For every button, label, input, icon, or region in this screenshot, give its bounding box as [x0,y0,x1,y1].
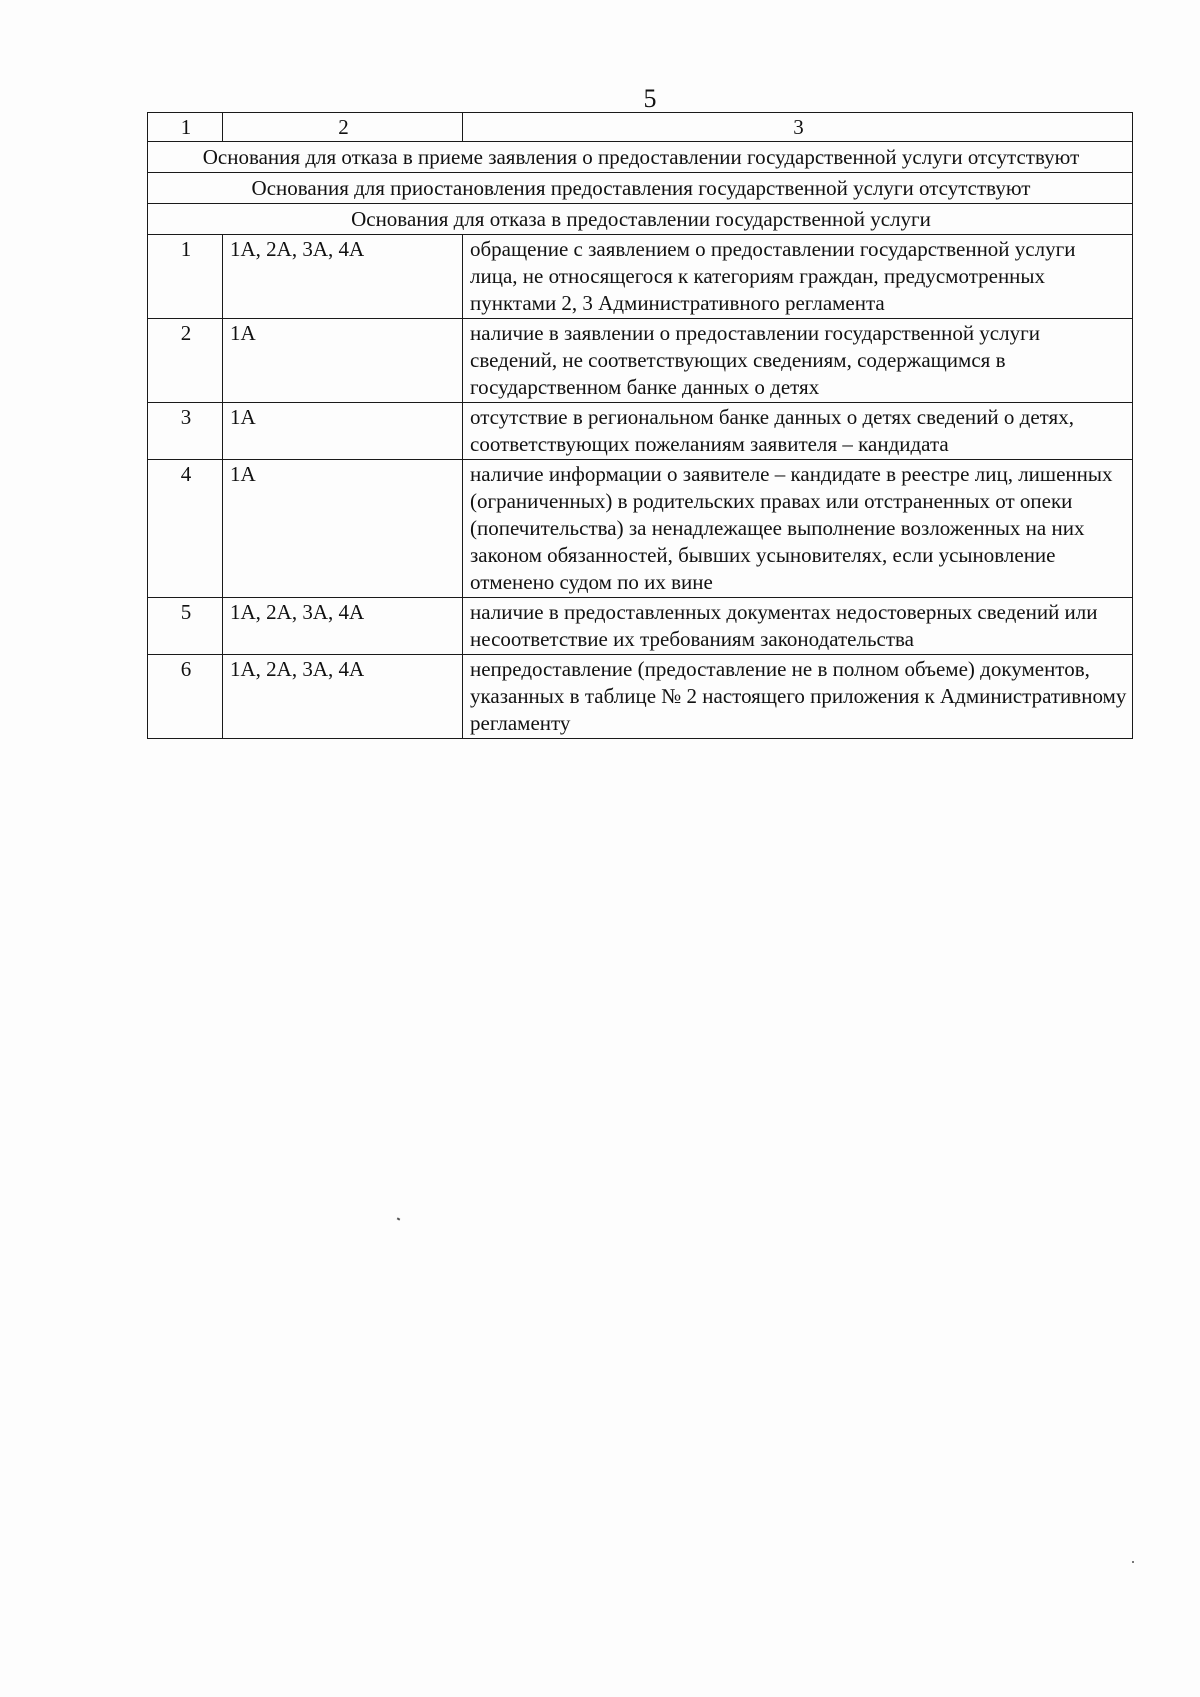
row-description: отсутствие в региональном банке данных о детях сведений о детях, соответствующих пожеланиям заявителя – кандидата [463,403,1133,460]
section-refusal-provision: Основания для отказа в предоставлении государственной услуги [148,204,1133,235]
scan-speck [1132,1561,1134,1563]
table-row [148,319,1133,403]
row-number: 2 [148,319,223,403]
row-codes: 1А, 2А, 3А, 4А [223,598,463,655]
row-number: 5 [148,598,223,655]
section-row [148,204,1133,235]
scan-speck [397,1217,401,1220]
table-row [148,460,1133,598]
column-number-3: 3 [463,113,1133,142]
row-description: наличие информации о заявителе – кандидате в реестре лиц, лишенных (ограниченных) в родительских правах или отстраненных от опеки (попечительства) за ненадлежащее выполнение возложенных на них законом обязанностей, бывших усыновителях, если усыновление отменено судом по их вине [463,460,1133,598]
page-number: 5 [643,84,657,113]
row-number: 3 [148,403,223,460]
section-row [148,173,1133,204]
row-description: наличие в предоставленных документах недостоверных сведений или несоответствие их требованиям законодательства [463,598,1133,655]
table-header-row [148,113,1133,142]
table-row [148,403,1133,460]
table-row [148,598,1133,655]
column-number-2: 2 [223,113,463,142]
row-codes: 1А [223,403,463,460]
row-number: 6 [148,655,223,739]
row-codes: 1А, 2А, 3А, 4А [223,235,463,319]
table-row [148,235,1133,319]
table-row [148,655,1133,739]
row-description: наличие в заявлении о предоставлении государственной услуги сведений, не соответствующих сведениям, содержащимся в государственном банке данных о детях [463,319,1133,403]
grounds-table [147,112,1133,739]
section-row [148,142,1133,173]
row-number: 1 [148,235,223,319]
section-suspension: Основания для приостановления предоставления государственной услуги отсутствуют [148,173,1133,204]
row-codes: 1А, 2А, 3А, 4А [223,655,463,739]
row-codes: 1А [223,319,463,403]
row-number: 4 [148,460,223,598]
row-codes: 1А [223,460,463,598]
column-number-1: 1 [148,113,223,142]
row-description: обращение с заявлением о предоставлении государственной услуги лица, не относящегося к категориям граждан, предусмотренных пунктами 2, 3 Административного регламента [463,235,1133,319]
section-refusal-acceptance: Основания для отказа в приеме заявления о предоставлении государственной услуги отсутствуют [148,142,1133,173]
row-description: непредоставление (предоставление не в полном объеме) документов, указанных в таблице № 2 настоящего приложения к Административному регламенту [463,655,1133,739]
